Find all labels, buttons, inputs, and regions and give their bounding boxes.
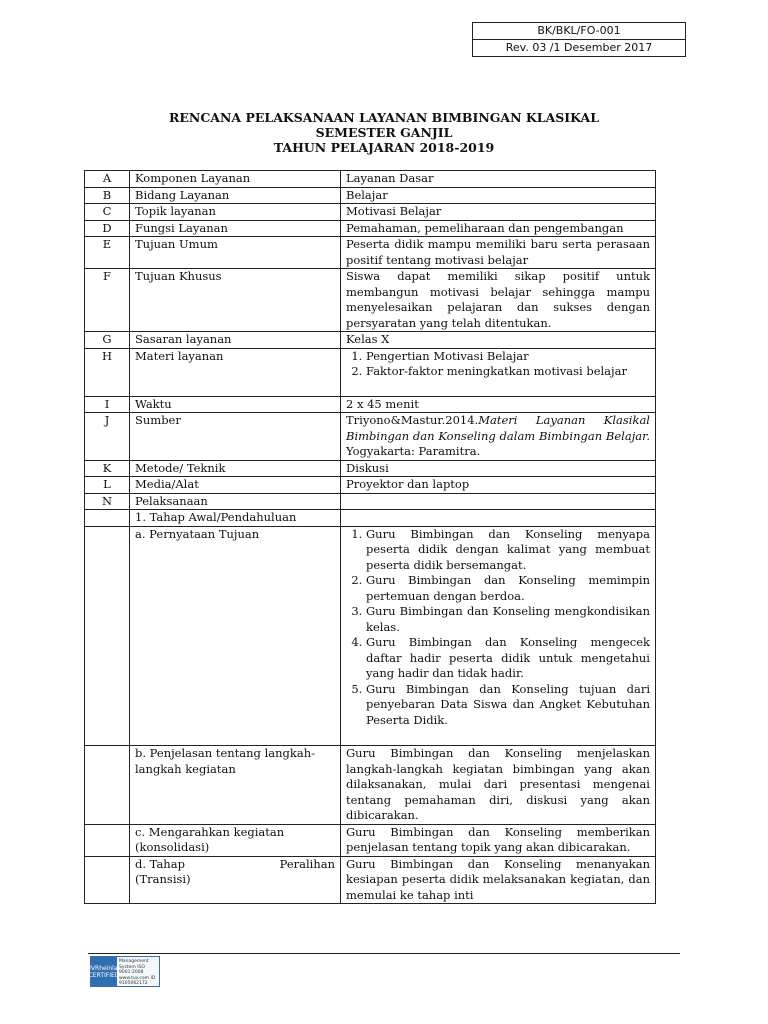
logo-brand: TÜVRheinland CERTIFIED bbox=[91, 957, 117, 986]
row-value: Peserta didik mampu memiliki baru serta perasaan positif tentang motivasi belajar bbox=[341, 237, 656, 269]
row-code: A bbox=[85, 171, 130, 188]
row-code: L bbox=[85, 477, 130, 494]
step-value: Guru Bimbingan dan Konseling menanyakan kesiapan peserta didik melaksanakan kegiatan, dan memulai ke tahap inti bbox=[341, 856, 656, 904]
table-row bbox=[85, 237, 656, 269]
step-label: c. Mengarahkan kegiatan (konsolidasi) bbox=[130, 824, 341, 856]
certification-logo bbox=[82, 956, 160, 987]
row-code: C bbox=[85, 204, 130, 221]
step-label: a. Pernyataan Tujuan bbox=[130, 526, 341, 746]
table-row bbox=[85, 477, 656, 494]
step-label-part: (Transisi) bbox=[135, 872, 191, 886]
table-row bbox=[85, 348, 656, 396]
table-row bbox=[85, 824, 656, 856]
row-label: Komponen Layanan bbox=[130, 171, 341, 188]
table-row bbox=[85, 332, 656, 349]
row-label: Tujuan Umum bbox=[130, 237, 341, 269]
row-label: Tujuan Khusus bbox=[130, 269, 341, 332]
row-value: Belajar bbox=[341, 187, 656, 204]
row-code: K bbox=[85, 460, 130, 477]
form-code: BK/BKL/FO-001 bbox=[537, 24, 621, 37]
row-label: Sasaran layanan bbox=[130, 332, 341, 349]
row-label: Waktu bbox=[130, 396, 341, 413]
table-row bbox=[85, 413, 656, 461]
table-row bbox=[85, 187, 656, 204]
row-code: G bbox=[85, 332, 130, 349]
table-row bbox=[85, 220, 656, 237]
row-code: N bbox=[85, 493, 130, 510]
table-row bbox=[85, 856, 656, 904]
row-label: Metode/ Teknik bbox=[130, 460, 341, 477]
table-row bbox=[85, 204, 656, 221]
row-value: Motivasi Belajar bbox=[341, 204, 656, 221]
row-code: E bbox=[85, 237, 130, 269]
semester-title: SEMESTER GANJIL bbox=[315, 125, 453, 140]
table-row bbox=[85, 460, 656, 477]
row-value: 2 x 45 menit bbox=[341, 396, 656, 413]
table-row bbox=[85, 746, 656, 825]
source-publisher: Yogyakarta: Paramitra. bbox=[346, 444, 481, 458]
row-label: Bidang Layanan bbox=[130, 187, 341, 204]
step-label-part: d. Tahap bbox=[135, 856, 185, 871]
table-row bbox=[85, 269, 656, 332]
row-label: Media/Alat bbox=[130, 477, 341, 494]
row-value: Layanan Dasar bbox=[341, 171, 656, 188]
list-item: 4. Guru Bimbingan dan Konseling mengecek daftar hadir peserta didik untuk mengetahui yang hadir dan tidak hadir. bbox=[366, 635, 650, 682]
row-value: Diskusi bbox=[341, 460, 656, 477]
material-list bbox=[346, 349, 650, 380]
list-item: 2. Guru Bimbingan dan Konseling memimpin pertemuan dengan berdoa. bbox=[366, 573, 650, 604]
row-label: Fungsi Layanan bbox=[130, 220, 341, 237]
list-item: 1. Pengertian Motivasi Belajar bbox=[366, 349, 650, 365]
footer-divider bbox=[88, 953, 680, 954]
step-label bbox=[130, 856, 341, 904]
row-value bbox=[341, 413, 656, 461]
row-value bbox=[341, 348, 656, 396]
list-item: 3. Guru Bimbingan dan Konseling mengkondisikan kelas. bbox=[366, 604, 650, 635]
row-label: Pelaksanaan bbox=[130, 493, 341, 510]
row-value bbox=[341, 493, 656, 510]
list-item: 5. Guru Bimbingan dan Konseling tujuan dari penyebaran Data Siswa dan Angket Kebutuhan Peserta Didik. bbox=[366, 682, 650, 729]
page-title: RENCANA PELAKSANAAN LAYANAN BIMBINGAN KLASIKAL bbox=[169, 110, 599, 125]
year-title: TAHUN PELAJARAN 2018-2019 bbox=[273, 140, 495, 155]
table-row bbox=[85, 493, 656, 510]
row-code: D bbox=[85, 220, 130, 237]
table-row bbox=[85, 396, 656, 413]
row-code: B bbox=[85, 187, 130, 204]
revision-date: Rev. 03 /1 Desember 2017 bbox=[473, 39, 685, 56]
list-item: 2. Faktor-faktor meningkatkan motivasi belajar bbox=[366, 364, 650, 380]
step-label-part: Peralihan bbox=[279, 856, 335, 871]
step-value: Guru Bimbingan dan Konseling memberikan penjelasan tentang topik yang akan dibicarakan. bbox=[341, 824, 656, 856]
step-label: b. Penjelasan tentang langkah-langkah kegiatan bbox=[130, 746, 341, 825]
opening-steps-list bbox=[346, 527, 650, 729]
row-code: F bbox=[85, 269, 130, 332]
logo-text: Management System ISO 9001:2008 www.tuv.com ID 9105062172 bbox=[119, 959, 156, 986]
step-value: Guru Bimbingan dan Konseling menjelaskan langkah-langkah kegiatan bimbingan yang akan dilaksanakan, mulai dari presentasi mengenai tentang pemahaman diri, diskusi yang akan dibicarakan. bbox=[341, 746, 656, 825]
row-value: Siswa dapat memiliki sikap positif untuk membangun motivasi belajar sehingga mampu menyelesaikan pelajaran dan sukses dengan persyaratan yang telah ditentukan. bbox=[341, 269, 656, 332]
row-code: H bbox=[85, 348, 130, 396]
document-code-box bbox=[472, 22, 686, 57]
row-code: J bbox=[85, 413, 130, 461]
row-code: I bbox=[85, 396, 130, 413]
row-value: Kelas X bbox=[341, 332, 656, 349]
source-author: Triyono&Mastur.2014. bbox=[346, 413, 479, 427]
source-title: Materi Layanan Klasikal Bimbingan dan Konseling dalam Bimbingan Belajar. bbox=[346, 413, 650, 443]
row-label: Sumber bbox=[130, 413, 341, 461]
plan-table bbox=[84, 170, 656, 904]
row-value: Pemahaman, pemeliharaan dan pengembangan bbox=[341, 220, 656, 237]
row-label: Topik layanan bbox=[130, 204, 341, 221]
table-row bbox=[85, 510, 656, 527]
row-label: Materi layanan bbox=[130, 348, 341, 396]
table-row bbox=[85, 171, 656, 188]
step-value bbox=[341, 526, 656, 746]
table-row bbox=[85, 526, 656, 746]
list-item: 1. Guru Bimbingan dan Konseling menyapa peserta didik dengan kalimat yang membuat peserta didik bersemangat. bbox=[366, 527, 650, 574]
row-value: Proyektor dan laptop bbox=[341, 477, 656, 494]
stage-heading: 1. Tahap Awal/Pendahuluan bbox=[130, 510, 341, 527]
